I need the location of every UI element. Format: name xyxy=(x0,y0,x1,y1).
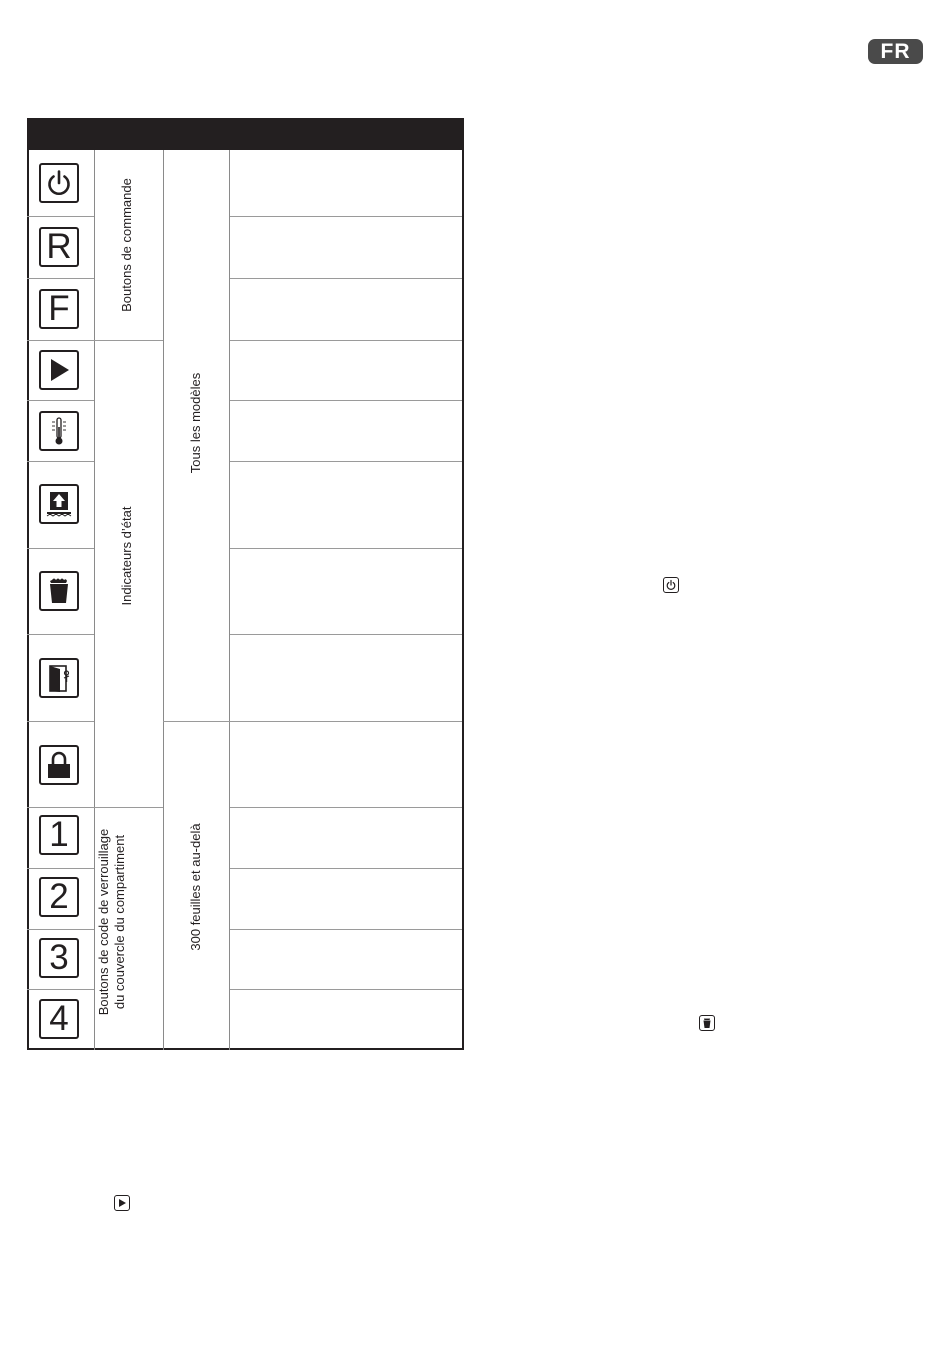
row-divider xyxy=(27,278,94,279)
table-frame xyxy=(27,150,464,1050)
language-badge: FR xyxy=(868,39,923,64)
row-divider xyxy=(27,461,94,462)
group-label-status-indicators: Indicateurs d’état xyxy=(119,506,134,606)
bin-full-icon xyxy=(39,571,79,611)
row-divider xyxy=(230,278,462,279)
row-divider xyxy=(230,868,462,869)
row-divider xyxy=(230,929,462,930)
row-divider xyxy=(230,634,462,635)
row-divider xyxy=(230,400,462,401)
column-divider xyxy=(229,150,230,1050)
column-divider xyxy=(94,150,95,1050)
forward-icon: F xyxy=(39,289,79,329)
row-divider xyxy=(27,807,163,808)
reverse-icon: R xyxy=(39,227,79,267)
row-divider xyxy=(230,216,462,217)
row-divider xyxy=(163,721,462,722)
column-divider xyxy=(163,150,164,1050)
row-divider xyxy=(27,216,94,217)
row-divider xyxy=(27,989,94,990)
row-divider xyxy=(230,548,462,549)
row-divider xyxy=(27,340,163,341)
power-icon xyxy=(39,163,79,203)
code-3-icon: 3 xyxy=(39,938,79,978)
group-label-lock-code xyxy=(96,797,128,1047)
paper-jam-icon xyxy=(39,484,79,524)
row-divider xyxy=(27,548,94,549)
model-label-all-models: Tous les modèles xyxy=(188,372,203,474)
code-4-icon: 4 xyxy=(39,999,79,1039)
row-divider xyxy=(27,721,94,722)
play-icon xyxy=(114,1195,130,1211)
code-2-icon: 2 xyxy=(39,877,79,917)
row-divider xyxy=(27,400,94,401)
row-divider xyxy=(230,461,462,462)
lock-icon xyxy=(39,745,79,785)
door-open-icon xyxy=(39,658,79,698)
table-header xyxy=(27,118,464,150)
code-1-icon: 1 xyxy=(39,815,79,855)
row-divider xyxy=(27,634,94,635)
bin-full-icon xyxy=(699,1015,715,1031)
row-divider xyxy=(230,807,462,808)
row-divider xyxy=(230,989,462,990)
row-divider xyxy=(230,340,462,341)
lock-code-line-1: Boutons de code de verrouillage xyxy=(96,828,111,1016)
power-icon xyxy=(663,577,679,593)
row-divider xyxy=(27,929,94,930)
play-icon xyxy=(39,350,79,390)
control-panel-table xyxy=(27,118,464,1051)
model-label-300-sheets: 300 feuilles et au-delà xyxy=(188,823,203,951)
thermometer-icon xyxy=(39,411,79,451)
group-label-control-buttons: Boutons de commande xyxy=(119,178,134,312)
lock-code-line-2: du couvercle du compartiment xyxy=(112,834,127,1010)
row-divider xyxy=(27,868,94,869)
